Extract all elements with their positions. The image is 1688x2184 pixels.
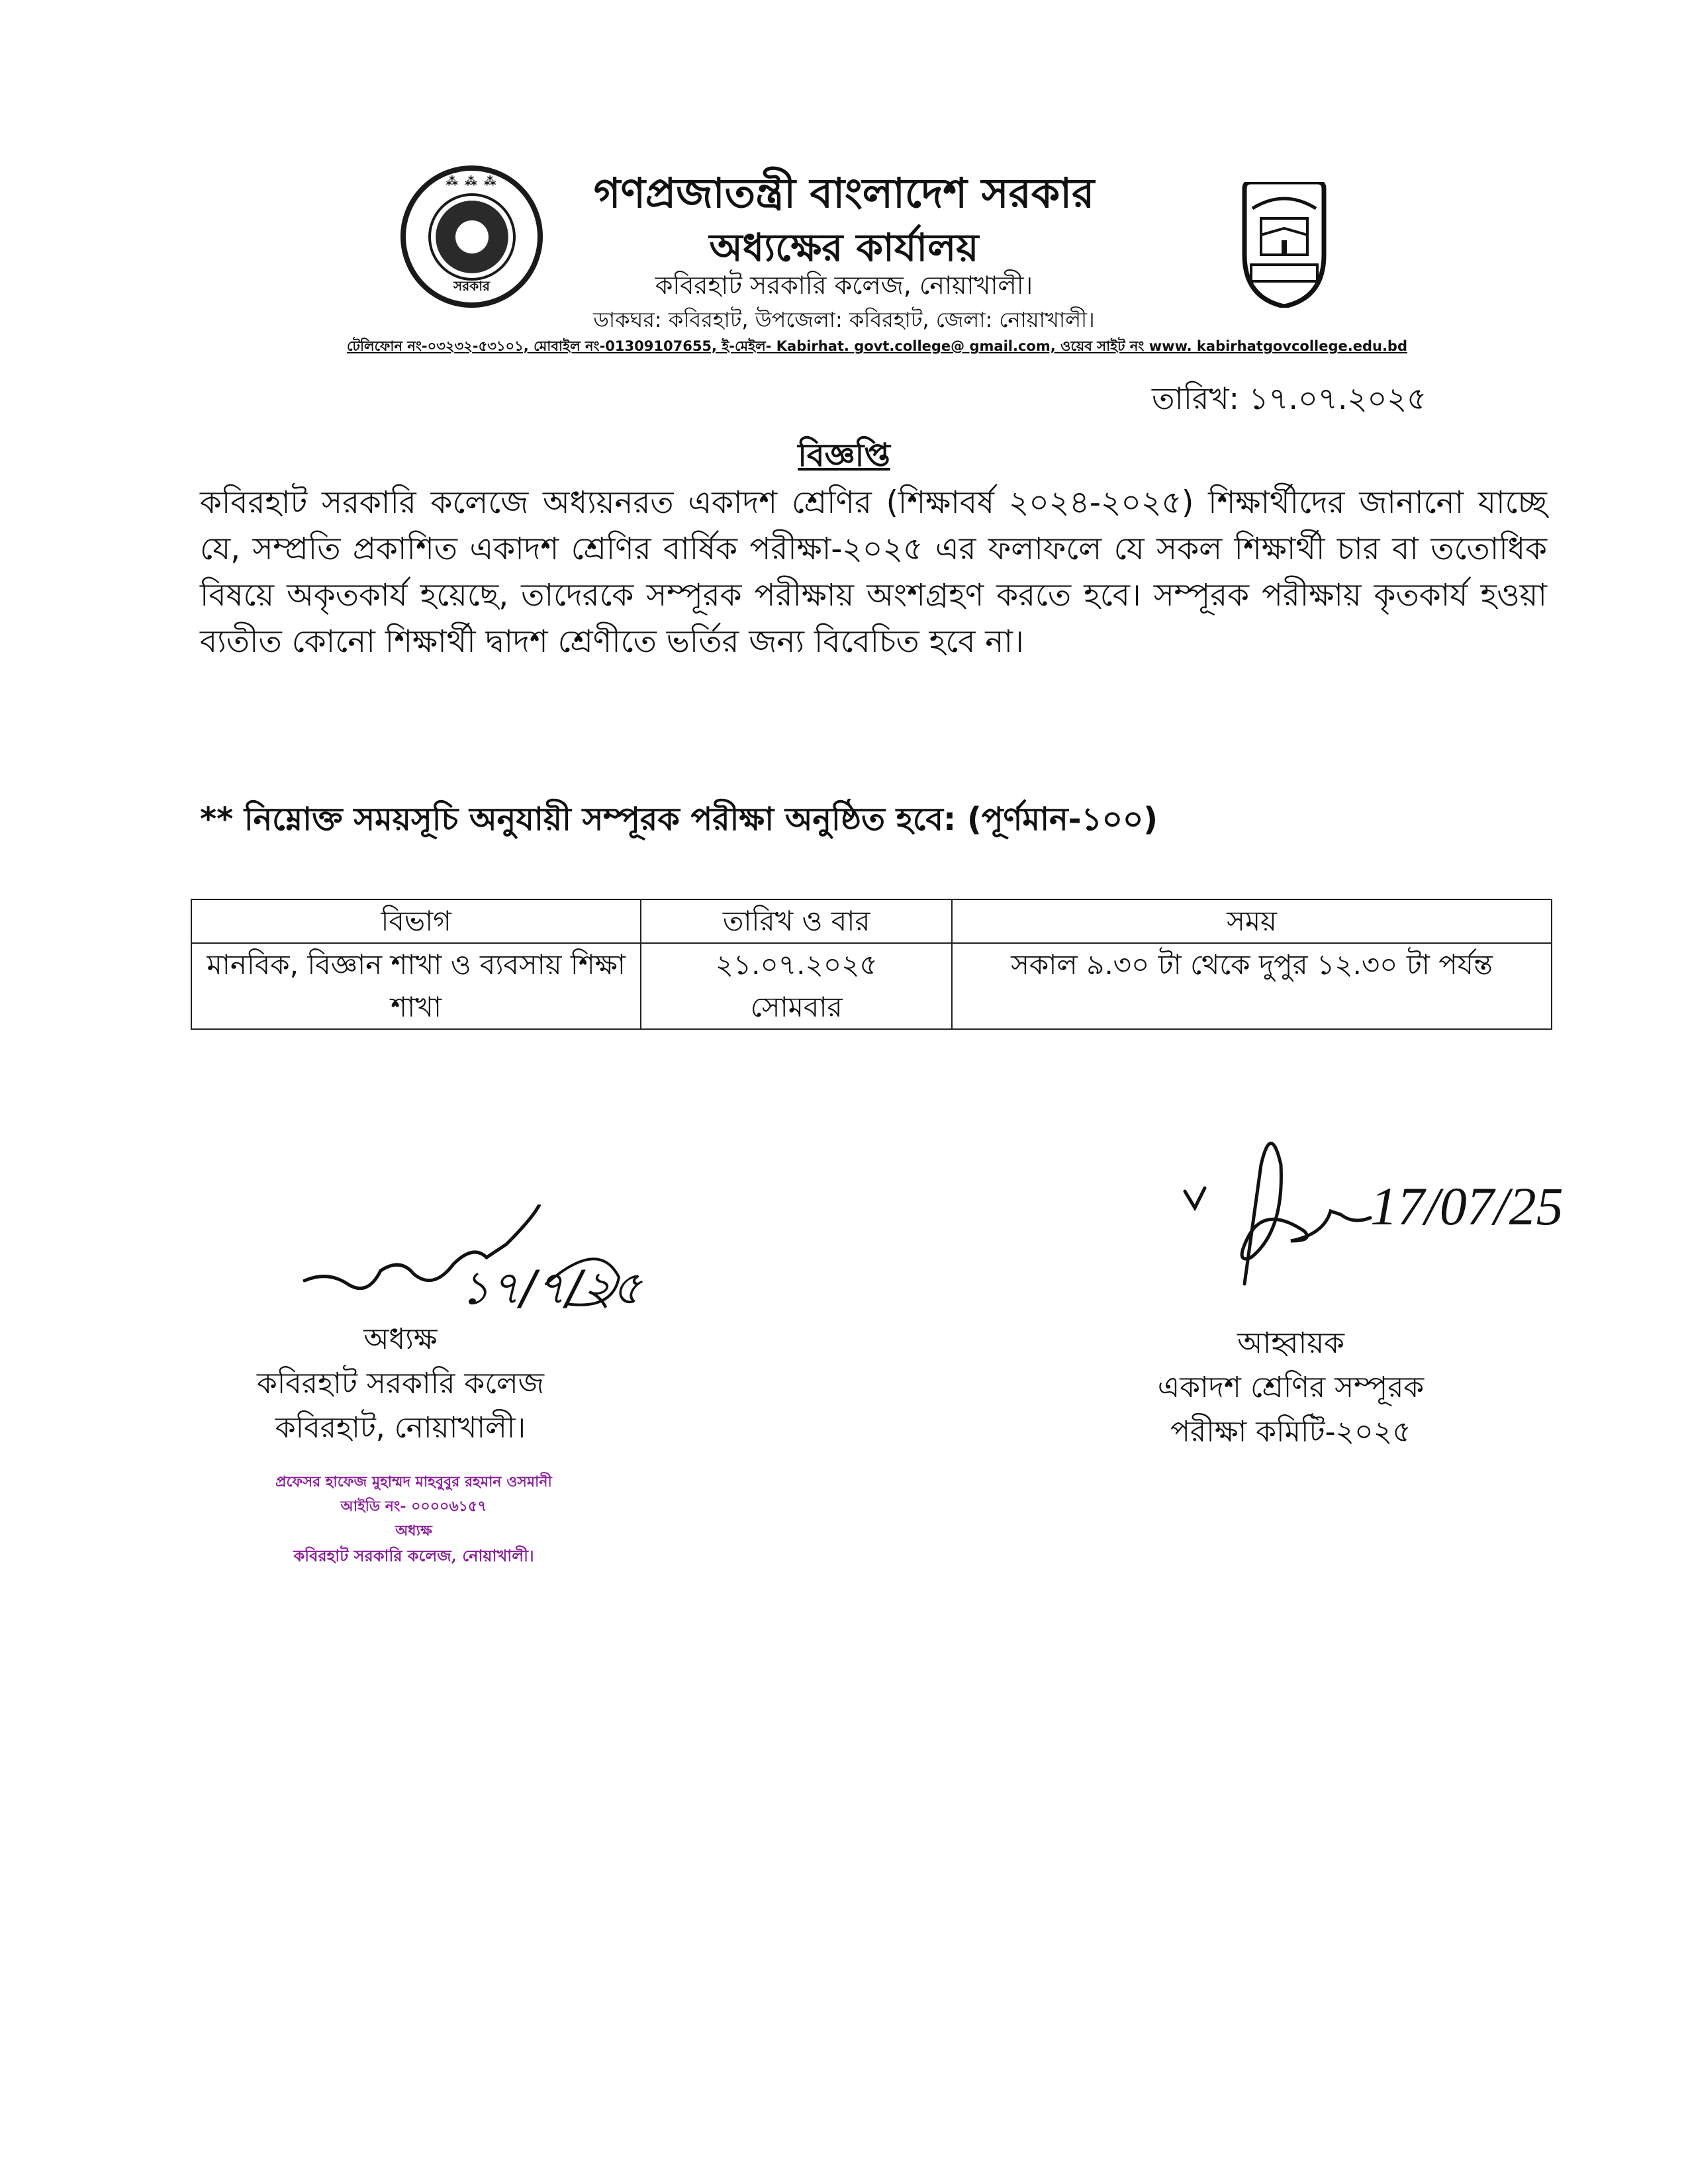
notice-date: তারিখ: ১৭.০৭.২০২৫ <box>1152 381 1427 416</box>
schedule-note: ** নিম্নোক্ত সময়সূচি অনুযায়ী সম্পূরক পরীক্ষা অনুষ্ঠিত হবে: (পূর্ণমান-১০০) <box>200 801 1158 838</box>
notice-title-text: বিজ্ঞপ্তি <box>798 437 890 474</box>
right-line2: একাদশ শ্রেণির সম্পূরক <box>1157 1371 1425 1404</box>
office-title: অধ্যক্ষের কার্যালয় <box>709 225 979 270</box>
cell-date: ২১.০৭.২০২৫ <box>715 948 878 981</box>
stamp-name: প্রফেসর হাফেজ মুহাম্মদ মাহবুবুর রহমান ওসমানী <box>275 1473 552 1490</box>
right-title: আহ্বায়ক <box>1237 1326 1344 1360</box>
right-line3: পরীক্ষা কমিটি-২০২৫ <box>1170 1415 1411 1449</box>
cell-time: সকাল ৯.৩০ টা থেকে দুপুর ১২.৩০ টা পর্যন্ত <box>952 943 1552 1029</box>
notice-body: কবিরহাট সরকারি কলেজে অধ্যয়নরত একাদশ শ্রেণির (শিক্ষাবর্ষ ২০২৪-২০২৫) শিক্ষার্থীদের জানানো যাচ্ছে যে, সম্প্রতি প্রকাশিত একাদশ শ্রেণির বার্ষিক পরীক্ষা-২০২৫ এর ফলাফলে যে সকল শিক্ষার্থী চার বা ততোধিক বিষয়ে অকৃতকার্য হয়েছে, তাদেরকে সম্পূরক পরীক্ষায় অংশগ্রহণ করতে হবে। সম্পূরক পরীক্ষায় কৃতকার্য হওয়া ব্যতীত কোনো শিক্ষার্থী দ্বাদশ শ্রেণীতে ভর্তির জন্য বিবেচিত হবে না। <box>200 484 1547 660</box>
principal-stamp <box>255 1471 573 1570</box>
stamp-college: কবিরহাট সরকারি কলেজ, নোয়াখালী। <box>293 1546 534 1565</box>
left-line3: কবিরহাট, নোয়াখালী। <box>275 1411 526 1445</box>
right-signature-icon <box>1172 1125 1582 1297</box>
left-line2: কবিরহাট সরকারি কলেজ <box>256 1367 545 1400</box>
table-header-row <box>191 899 1552 943</box>
schedule-table <box>191 899 1552 1030</box>
header-time: সময় <box>952 899 1552 943</box>
stamp-id: আইডি নং- ০০০০৬১৫৭ <box>340 1498 487 1515</box>
left-title: অধ্যক্ষ <box>363 1322 438 1356</box>
postal-address: ডাকঘর: কবিরহাট, উপজেলা: কবিরহাট, জেলা: নোয়াখালী। <box>593 307 1095 332</box>
left-signatory <box>228 1317 573 1450</box>
table-row <box>191 943 1552 1029</box>
cell-day: সোমবার <box>750 991 843 1023</box>
college-name: কবিরহাট সরকারি কলেজ, নোয়াখালী। <box>655 271 1033 300</box>
left-signature-date: ১৭/৭/২৫ <box>460 1261 642 1315</box>
header-department: বিভাগ <box>191 899 641 943</box>
seal-bottom-text: সরকার <box>453 278 490 294</box>
government-title: গণপ্রজাতন্ত্রী বাংলাদেশ সরকার <box>593 169 1095 217</box>
header-date-day: তারিখ ও বার <box>641 899 952 943</box>
seal-top-text-icon: ⁂ ⁂ ⁂ <box>445 175 498 189</box>
right-signatory <box>1059 1321 1523 1454</box>
right-signature-date: 17/07/25 <box>1370 1176 1564 1236</box>
cell-department: মানবিক, বিজ্ঞান শাখা ও ব্যবসায় শিক্ষা শাখা <box>191 943 641 1029</box>
stamp-title: অধ্যক্ষ <box>395 1522 432 1539</box>
notice-title <box>0 432 1688 484</box>
cell-date-day <box>641 943 952 1029</box>
contact-line: টেলিফোন নং-০৩২৩২-৫৩১০১, মোবাইল নং-01309107655, ই-মেইল- Kabirhat. govt.college@ gmail.com, ওয়েব সাইট নং www. kabirhatgovcollege.edu.bd <box>347 338 1407 354</box>
